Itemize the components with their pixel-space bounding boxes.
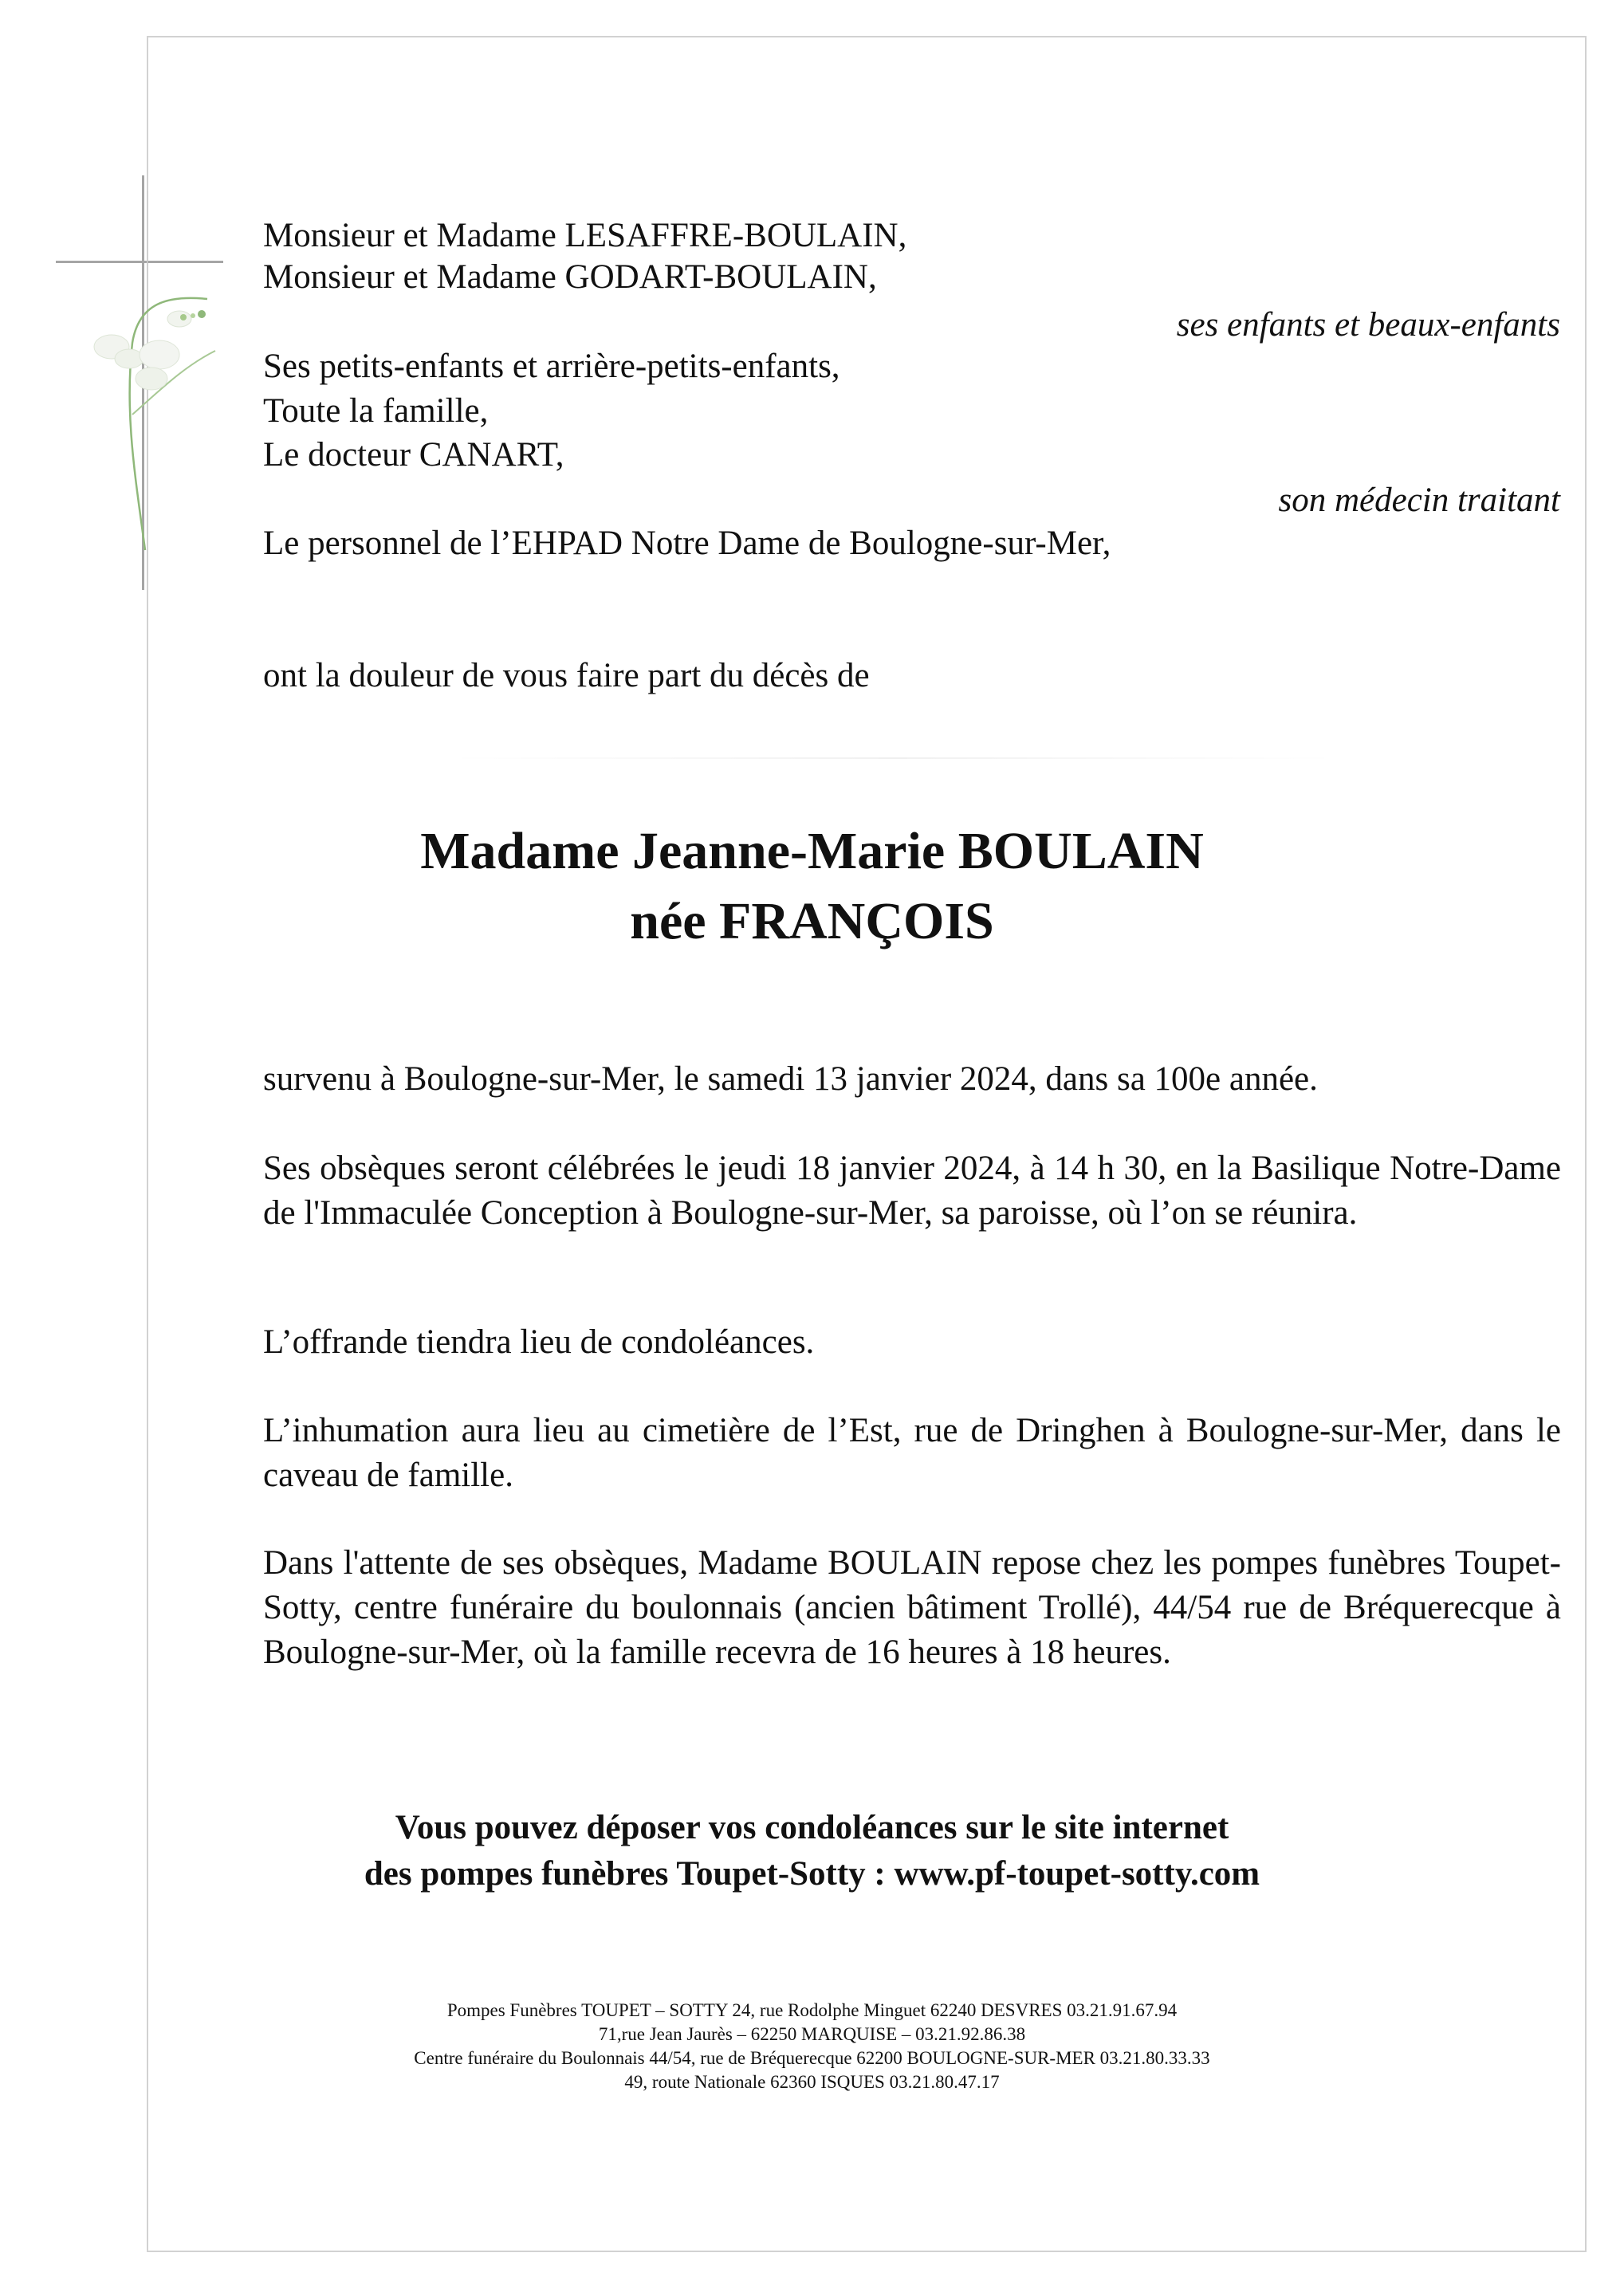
family-line-6: Le personnel de l’EHPAD Notre Dame de Boulogne-sur-Mer, — [263, 525, 1111, 562]
deceased-name: Madame Jeanne-Marie BOULAIN — [420, 822, 1204, 880]
funeral-paragraph: Ses obsèques seront célébrées le jeudi 18 janvier 2024, à 14 h 30, en la Basilique Notre-Dame de l'Immaculée Conception à Boulogne-sur-Mer, sa paroisse, où l’on se réunira. — [263, 1150, 1561, 1232]
viewing-paragraph: Dans l'attente de ses obsèques, Madame BOULAIN repose chez les pompes funèbres Toupet-Sotty, centre funéraire du boulonnais (ancien bâtiment Trollé), 44/54 rue de Bréquerecque à Boulogne-sur-Mer, où la famille recevra de 16 heures à 18 heures. — [263, 1544, 1561, 1671]
role-doctor: son médecin traitant — [1278, 482, 1560, 519]
footer-line-4: 49, route Nationale 62360 ISQUES 03.21.80.47.17 — [624, 2072, 1000, 2092]
family-line-2: Monsieur et Madame GODART-BOULAIN, — [263, 258, 877, 296]
death-notice: survenu à Boulogne-sur-Mer, le samedi 13 janvier 2024, dans sa 100e année. — [263, 1060, 1318, 1098]
role-children: ses enfants et beaux-enfants — [1176, 306, 1560, 344]
family-line-1: Monsieur et Madame LESAFFRE-BOULAIN, — [263, 217, 907, 254]
announcement-text: ont la douleur de vous faire part du décès de — [263, 657, 870, 694]
offering-paragraph: L’offrande tiendra lieu de condoléances. — [263, 1323, 815, 1361]
family-line-3: Ses petits-enfants et arrière-petits-enfants, — [263, 348, 840, 385]
burial-paragraph: L’inhumation aura lieu au cimetière de l’Est, rue de Dringhen à Boulogne-sur-Mer, dans le caveau de famille. — [263, 1412, 1561, 1494]
condolences-line-2: des pompes funèbres Toupet-Sotty : www.pf-toupet-sotty.com — [364, 1855, 1260, 1893]
cross-orchid-ornament — [56, 175, 247, 590]
orchid-icon — [94, 298, 215, 550]
family-line-4: Toute la famille, — [263, 392, 489, 430]
footer-line-3: Centre funéraire du Boulonnais 44/54, rue de Bréquerecque 62200 BOULOGNE-SUR-MER 03.21.80.33.33 — [414, 2048, 1210, 2068]
family-line-5: Le docteur CANART, — [263, 436, 564, 474]
footer-line-2: 71,rue Jean Jaurès – 62250 MARQUISE – 03.21.92.86.38 — [598, 2024, 1026, 2044]
divider — [446, 757, 1339, 759]
footer-line-1: Pompes Funèbres TOUPET – SOTTY 24, rue Rodolphe Minguet 62240 DESVRES 03.21.91.67.94 — [446, 2000, 1178, 2020]
condolences-line-1: Vous pouvez déposer vos condoléances sur le site internet — [395, 1809, 1229, 1846]
deceased-birth-name: née FRANÇOIS — [630, 892, 994, 950]
